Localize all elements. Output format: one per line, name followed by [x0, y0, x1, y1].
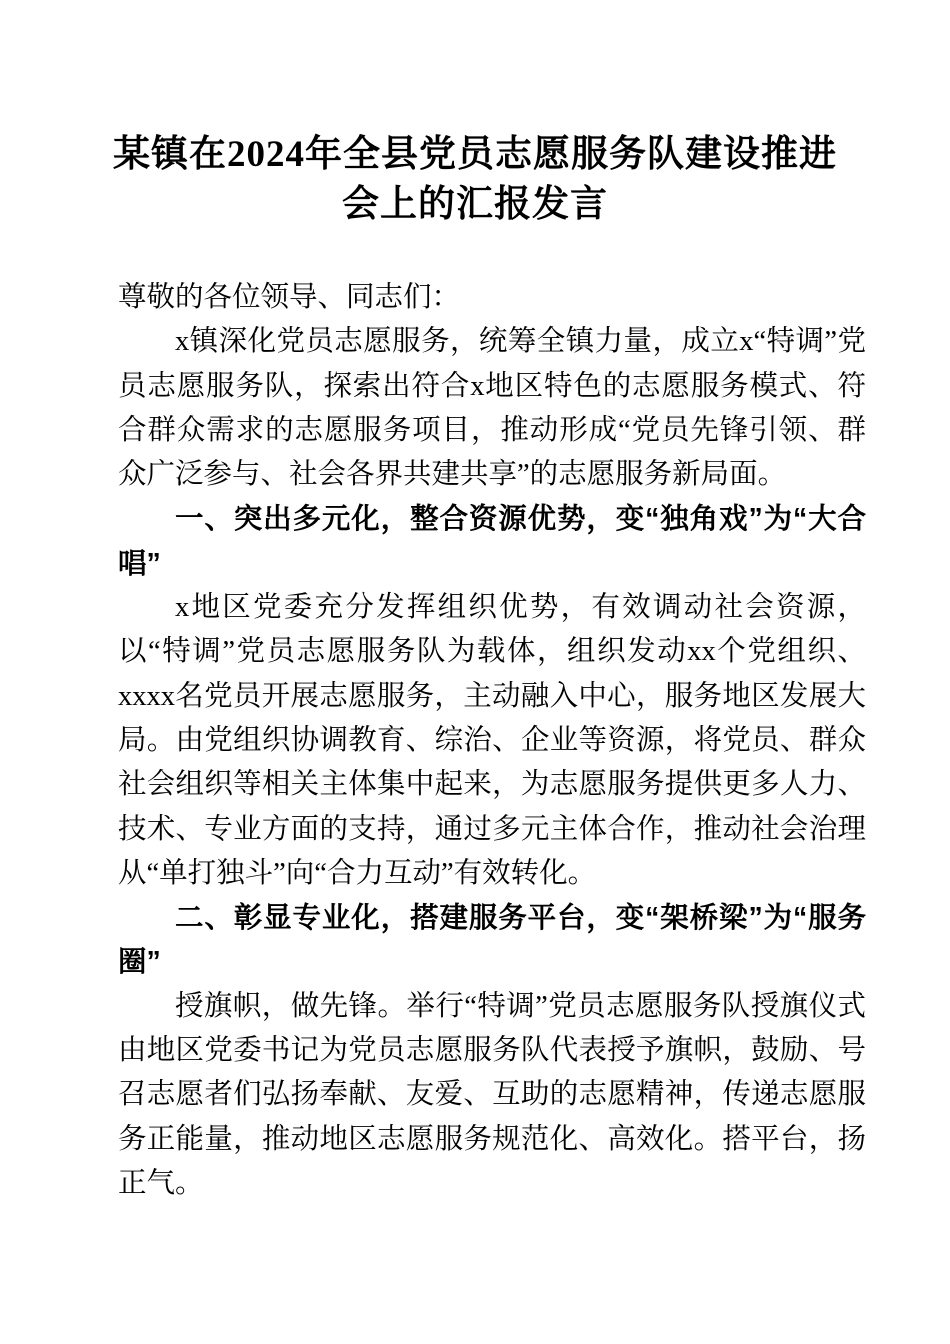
- title-line-2: 会上的汇报发言: [342, 184, 608, 225]
- document-body: [0, 276, 950, 1206]
- body-paragraph: x镇深化党员志愿服务，统筹全镇力量，成立x“特调”党员志愿服务队，探索出符合x地区特色的志愿服务模式、符合群众需求的志愿服务项目，推动形成“党员先锋引领、群众广泛参与、社会各界共建共享”的志愿服务新局面。: [118, 326, 866, 491]
- body-paragraph: x地区党委充分发挥组织优势，有效调动社会资源，以“特调”党员志愿服务队为载体，组织发动xx个党组织、xxxx名党员开展志愿服务，主动融入中心，服务地区发展大局。由党组织协调教育、综治、企业等资源，将党员、群众社会组织等相关主体集中起来，为志愿服务提供更多人力、技术、专业方面的支持，通过多元主体合作，推动社会治理从“单打独斗”向“合力互动”有效转化。: [118, 592, 866, 889]
- section-heading: 二、彰显专业化，搭建服务平台，变“架桥梁”为“服务圈”: [118, 902, 866, 979]
- body-paragraph: 授旗帜，做先锋。举行“特调”党员志愿服务队授旗仪式由地区党委书记为党员志愿服务队代表授予旗帜，鼓励、号召志愿者们弘扬奉献、友爱、互助的志愿精神，传递志愿服务正能量，推动地区志愿服务规范化、高效化。搭平台，扬正气。: [118, 990, 866, 1199]
- title-line-1: 某镇在2024年全县党员志愿服务队建设推进: [113, 134, 837, 175]
- paragraph-list: [118, 320, 866, 1206]
- salutation: 尊敬的各位领导、同志们：: [118, 282, 461, 313]
- section-heading: 一、突出多元化，整合资源优势，变“独角戏”为“大合唱”: [118, 503, 866, 580]
- document-title: [0, 0, 950, 230]
